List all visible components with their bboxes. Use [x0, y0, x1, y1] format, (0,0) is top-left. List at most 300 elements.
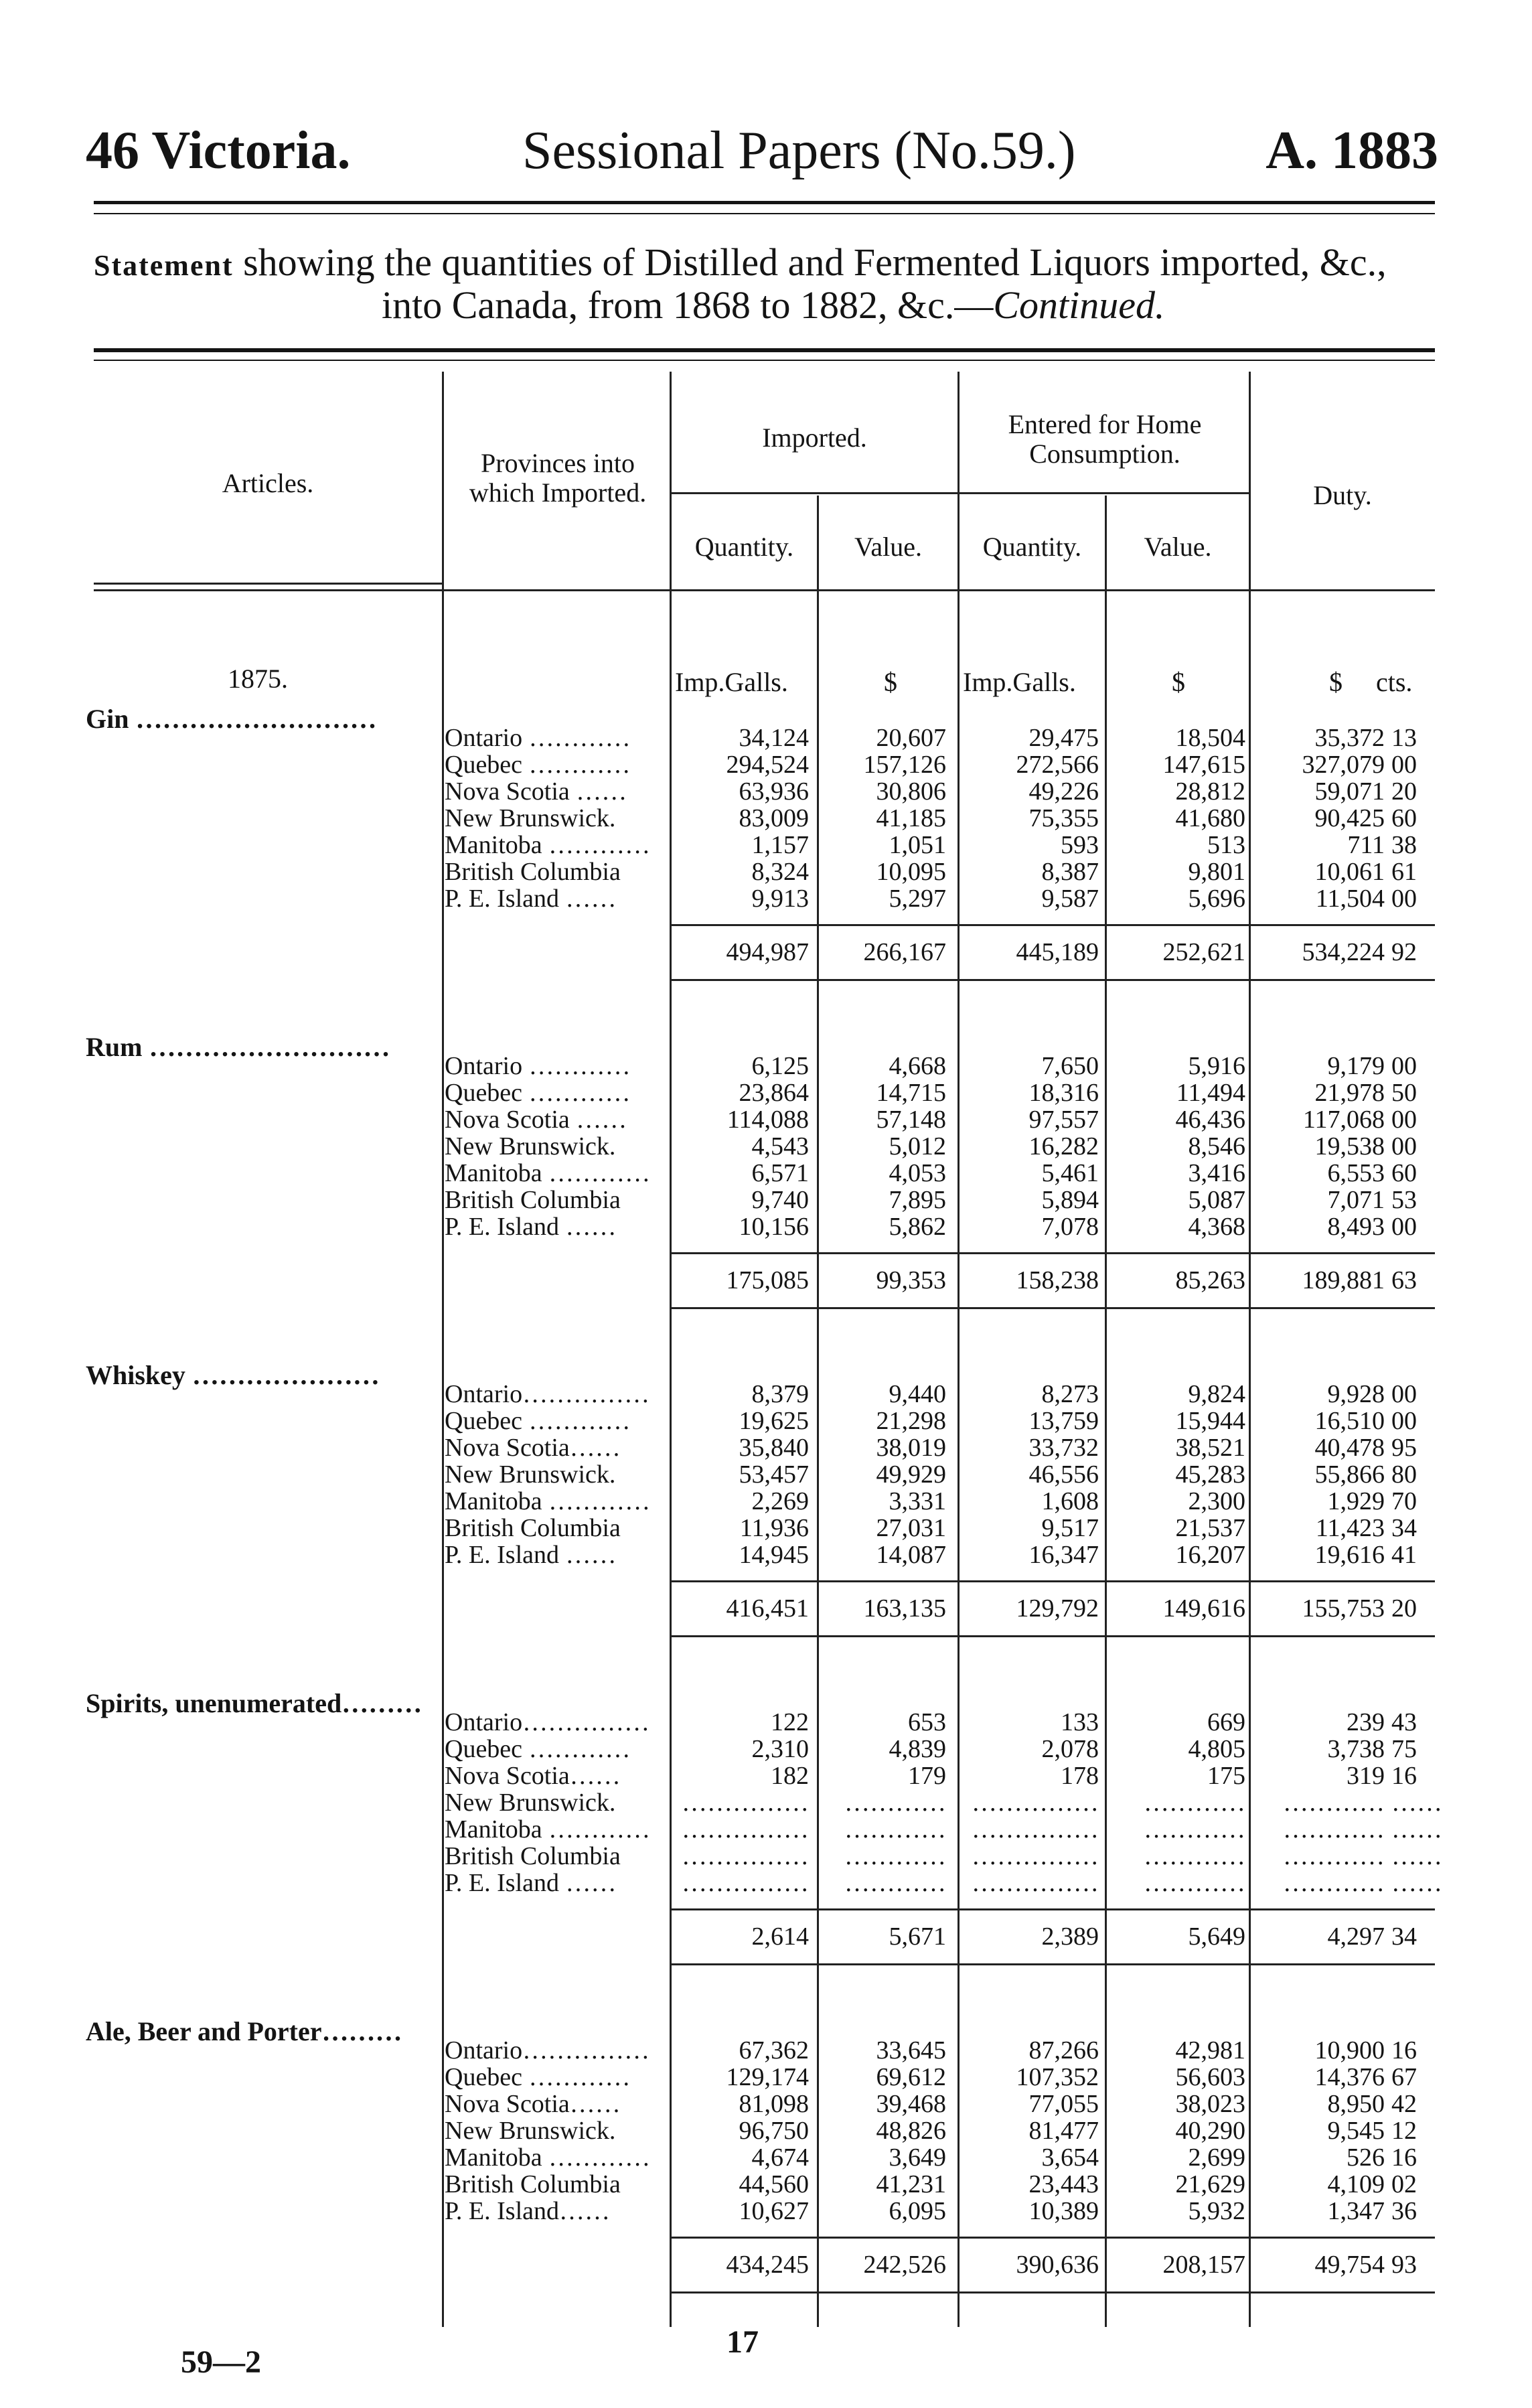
table-row: [0, 1051, 1532, 1078]
cell-vi: 21,298: [876, 1407, 946, 1435]
cell-ve: 46,436: [1175, 1106, 1245, 1134]
cell-vi: 49,929: [876, 1460, 946, 1489]
cell-dd: 9,928: [1327, 1380, 1385, 1408]
cell-qi: 19,625: [739, 1407, 809, 1435]
cell-dc: 80: [1391, 1460, 1417, 1489]
province-cell: Manitoba …………: [445, 1159, 651, 1187]
cell-qi: 63,936: [739, 777, 809, 806]
cell-vi: 69,612: [876, 2063, 946, 2091]
cell-qe: 7,650: [1041, 1052, 1099, 1080]
cell-vi: 10,095: [876, 858, 946, 886]
header-rule-thick: [94, 201, 1435, 204]
cell-qe: 18,316: [1028, 1079, 1099, 1107]
total-vi: 242,526: [863, 2251, 946, 2279]
cell-ve: …………: [1144, 1842, 1245, 1870]
cell-dc: 00: [1391, 1407, 1417, 1435]
province-cell: Nova Scotia……: [445, 1434, 621, 1462]
cell-ve: 38,521: [1175, 1434, 1245, 1462]
cell-qi: 23,864: [739, 1079, 809, 1107]
cell-ve: 2,699: [1188, 2143, 1245, 2172]
subhead-line-entered: [958, 492, 1249, 494]
cell-qi: ……………: [682, 1815, 809, 1843]
cell-vi: 3,649: [889, 2143, 946, 2172]
cell-qi: 83,009: [739, 804, 809, 832]
cell-dc: 53: [1391, 1186, 1417, 1214]
cell-qe: 33,732: [1028, 1434, 1099, 1462]
province-cell: P. E. Island……: [445, 2197, 610, 2225]
cell-ve: 56,603: [1175, 2063, 1245, 2091]
cell-dc: 50: [1391, 1079, 1417, 1107]
cell-ve: 4,368: [1188, 1213, 1245, 1241]
province-cell: Manitoba …………: [445, 1815, 651, 1843]
cell-dd: 3,738: [1327, 1735, 1385, 1763]
cell-dc: 12: [1391, 2117, 1417, 2145]
cell-qe: 107,352: [1016, 2063, 1099, 2091]
total-ve: 5,649: [1188, 1923, 1245, 1951]
total-dc: 20: [1391, 1594, 1417, 1623]
cell-dc: 00: [1391, 1052, 1417, 1080]
cell-qe: 593: [1061, 831, 1099, 859]
cell-dd: 14,376: [1314, 2063, 1385, 2091]
cell-ve: 9,824: [1188, 1380, 1245, 1408]
article-label: Rum ………………………: [86, 1032, 390, 1062]
cell-vi: …………: [844, 1842, 946, 1870]
article-label: Spirits, unenumerated………: [86, 1688, 423, 1718]
table-row: [0, 1788, 1532, 1815]
total-qe: 158,238: [1016, 1266, 1099, 1294]
cell-qe: 1,608: [1041, 1487, 1099, 1515]
province-cell: Manitoba …………: [445, 2143, 651, 2172]
cell-qe: 75,355: [1028, 804, 1099, 832]
cell-dd: 4,109: [1327, 2170, 1385, 2198]
total-rule-top: [670, 1252, 1435, 1254]
province-cell: P. E. Island ……: [445, 1541, 617, 1569]
cell-qi: 10,627: [739, 2197, 809, 2225]
cell-vi: 653: [908, 1708, 946, 1736]
total-rule-bottom: [670, 2291, 1435, 2293]
table-row: [0, 777, 1532, 804]
cell-dd: 35,372: [1314, 724, 1385, 752]
cell-ve: 11,494: [1176, 1079, 1245, 1107]
cell-qe: 16,347: [1028, 1541, 1099, 1569]
cell-qi: 114,088: [726, 1106, 809, 1134]
province-cell: New Brunswick.: [445, 804, 616, 832]
province-cell: British Columbia: [445, 1514, 621, 1542]
cell-dd: 8,950: [1327, 2090, 1385, 2118]
cell-qi: 67,362: [739, 2036, 809, 2064]
col-value: Value.: [854, 532, 923, 562]
total-qe: 445,189: [1016, 938, 1099, 966]
cell-qi: 122: [771, 1708, 809, 1736]
statement-line-2: into Canada, from 1868 to 1882, &c.—: [382, 283, 994, 327]
head-bottom-line: [94, 589, 1435, 591]
cell-vi: 41,231: [876, 2170, 946, 2198]
province-cell: Ontario……………: [445, 1708, 650, 1736]
cell-dc: 02: [1391, 2170, 1417, 2198]
cell-dd: 6,553: [1327, 1159, 1385, 1187]
table-row: [0, 1734, 1532, 1761]
cell-dd: 40,478: [1314, 1434, 1385, 1462]
total-dd: 49,754: [1314, 2251, 1385, 2279]
total-rule-top: [670, 2237, 1435, 2239]
cell-qi: 1,157: [751, 831, 809, 859]
table-row: [0, 857, 1532, 884]
cell-ve: 9,801: [1188, 858, 1245, 886]
province-cell: Nova Scotia ……: [445, 777, 627, 806]
cell-dc: 67: [1391, 2063, 1417, 2091]
cell-vi: 179: [908, 1762, 946, 1790]
col-value-2: Value.: [1144, 532, 1212, 562]
cell-vi: 14,715: [876, 1079, 946, 1107]
cell-dd: 711: [1347, 831, 1385, 859]
cell-qe: 16,282: [1028, 1132, 1099, 1160]
cell-dc: 38: [1391, 831, 1417, 859]
cell-dd: 117,068: [1302, 1106, 1385, 1134]
table-row: [0, 1841, 1532, 1868]
cell-qi: 4,674: [751, 2143, 809, 2172]
statement-lead: Statement: [94, 249, 234, 282]
province-cell: Ontario …………: [445, 724, 631, 752]
col-entered: Entered for Home Consumption.: [1008, 409, 1202, 469]
cell-ve: 21,537: [1175, 1514, 1245, 1542]
total-qe: 390,636: [1016, 2251, 1099, 2279]
cell-qi: 182: [771, 1762, 809, 1790]
cell-dc: 16: [1391, 2143, 1417, 2172]
cell-ve: 513: [1207, 831, 1245, 859]
cell-vi: …………: [844, 1815, 946, 1843]
header-title: Sessional Papers (No.59.): [522, 121, 1076, 180]
cell-vi: 1,051: [889, 831, 946, 859]
cell-qi: 294,524: [726, 751, 809, 779]
statement-line-1: showing the quantities of Distilled and Fermented Liquors imported, &c.,: [243, 240, 1387, 284]
cell-dc: 70: [1391, 1487, 1417, 1515]
cell-dd: 9,545: [1327, 2117, 1385, 2145]
province-cell: British Columbia: [445, 1842, 621, 1870]
total-row: [0, 1922, 1532, 1949]
cell-qi: 35,840: [739, 1434, 809, 1462]
cell-qi: 6,125: [751, 1052, 809, 1080]
cell-qi: ……………: [682, 1869, 809, 1897]
cell-dc: 00: [1391, 1380, 1417, 1408]
cell-ve: 2,300: [1188, 1487, 1245, 1515]
table-row: [0, 2062, 1532, 2089]
cell-qe: 9,587: [1041, 885, 1099, 913]
province-cell: British Columbia: [445, 1186, 621, 1214]
cell-dc: 13: [1391, 724, 1417, 752]
cell-qe: 8,387: [1041, 858, 1099, 886]
cell-ve: …………: [1144, 1869, 1245, 1897]
cell-qe: 5,894: [1041, 1186, 1099, 1214]
cell-qi: 2,310: [751, 1735, 809, 1763]
cell-vi: 57,148: [876, 1106, 946, 1134]
col-quantity: Quantity.: [694, 532, 794, 562]
cell-qe: 9,517: [1041, 1514, 1099, 1542]
table-row: [0, 1868, 1532, 1895]
total-rule-top: [670, 924, 1435, 926]
cell-qe: 3,654: [1041, 2143, 1099, 2172]
col-line-imported: [670, 372, 672, 2327]
province-cell: Nova Scotia……: [445, 1762, 621, 1790]
table-row: [0, 1379, 1532, 1406]
cell-dd: …………: [1283, 1869, 1385, 1897]
total-qi: 2,614: [751, 1923, 809, 1951]
cell-vi: 39,468: [876, 2090, 946, 2118]
cell-dc: 16: [1391, 2036, 1417, 2064]
cell-dc: ……: [1391, 1789, 1442, 1817]
cell-ve: 40,290: [1175, 2117, 1245, 2145]
cell-qi: 4,543: [751, 1132, 809, 1160]
table-row: [0, 1460, 1532, 1487]
total-dd: 155,753: [1302, 1594, 1385, 1623]
header-year: A. 1883: [1266, 121, 1438, 180]
cell-ve: 3,416: [1188, 1159, 1245, 1187]
cell-qe: 5,461: [1041, 1159, 1099, 1187]
cell-dc: 75: [1391, 1735, 1417, 1763]
cell-dd: 327,079: [1302, 751, 1385, 779]
table-row: [0, 1105, 1532, 1132]
cell-vi: 9,440: [889, 1380, 946, 1408]
province-cell: Manitoba …………: [445, 1487, 651, 1515]
cell-dd: 19,616: [1314, 1541, 1385, 1569]
cell-dc: 60: [1391, 804, 1417, 832]
cell-ve: …………: [1144, 1789, 1245, 1817]
cell-qe: 23,443: [1028, 2170, 1099, 2198]
table-row: [0, 2116, 1532, 2143]
cell-dd: 10,061: [1314, 858, 1385, 886]
cell-vi: 4,668: [889, 1052, 946, 1080]
total-rule-bottom: [670, 979, 1435, 981]
province-cell: New Brunswick.: [445, 1789, 616, 1817]
cell-dd: 55,866: [1314, 1460, 1385, 1489]
cell-qe: 178: [1061, 1762, 1099, 1790]
cell-dc: 16: [1391, 1762, 1417, 1790]
cell-qe: ……………: [972, 1869, 1099, 1897]
col-articles: Articles.: [222, 468, 314, 498]
cell-vi: 33,645: [876, 2036, 946, 2064]
table-row: [0, 1158, 1532, 1185]
cell-qe: 133: [1061, 1708, 1099, 1736]
cell-vi: …………: [844, 1869, 946, 1897]
province-cell: Quebec …………: [445, 1079, 631, 1107]
table-row: [0, 1708, 1532, 1734]
cell-dd: 7,071: [1327, 1186, 1385, 1214]
cell-ve: 147,615: [1162, 751, 1245, 779]
cell-qe: 29,475: [1028, 724, 1099, 752]
footer-document-number: 59—2: [181, 2344, 261, 2380]
cell-qe: 49,226: [1028, 777, 1099, 806]
cell-qi: ……………: [682, 1789, 809, 1817]
total-rule-top: [670, 1908, 1435, 1910]
cell-vi: 30,806: [876, 777, 946, 806]
table-row: [0, 1212, 1532, 1239]
table-row: [0, 723, 1532, 750]
total-row: [0, 937, 1532, 964]
title-rule-thin: [94, 360, 1435, 361]
cell-dc: ……: [1391, 1842, 1442, 1870]
cell-vi: 6,095: [889, 2197, 946, 2225]
province-cell: Nova Scotia ……: [445, 1106, 627, 1134]
article-label: Gin ………………………: [86, 704, 377, 734]
table-row: [0, 1487, 1532, 1513]
cell-dd: …………: [1283, 1842, 1385, 1870]
cell-ve: 18,504: [1175, 724, 1245, 752]
article-label: Whiskey …………………: [86, 1360, 380, 1390]
cell-qe: 10,389: [1028, 2197, 1099, 2225]
total-ve: 85,263: [1175, 1266, 1245, 1294]
cell-qi: 8,324: [751, 858, 809, 886]
cell-qe: 7,078: [1041, 1213, 1099, 1241]
cell-ve: 38,023: [1175, 2090, 1245, 2118]
province-cell: Manitoba …………: [445, 831, 651, 859]
total-dc: 34: [1391, 1923, 1417, 1951]
province-cell: P. E. Island ……: [445, 1869, 617, 1897]
province-cell: Ontario …………: [445, 1052, 631, 1080]
table-row: [0, 830, 1532, 857]
cell-dd: 90,425: [1314, 804, 1385, 832]
cell-qi: 34,124: [739, 724, 809, 752]
table-row: [0, 1078, 1532, 1105]
unit-qty-entered: Imp.Galls.: [963, 667, 1076, 697]
col-line-entered: [958, 372, 960, 2327]
total-rule-bottom: [670, 1963, 1435, 1965]
total-qe: 2,389: [1041, 1923, 1099, 1951]
cell-qi: 14,945: [739, 1541, 809, 1569]
cell-dc: 20: [1391, 777, 1417, 806]
cell-dc: 00: [1391, 1213, 1417, 1241]
statement-continued: Continued.: [993, 283, 1165, 327]
cell-qe: ……………: [972, 1842, 1099, 1870]
cell-qe: 97,557: [1028, 1106, 1099, 1134]
total-qe: 129,792: [1016, 1594, 1099, 1623]
cell-qe: 46,556: [1028, 1460, 1099, 1489]
cell-qi: 10,156: [739, 1213, 809, 1241]
header-session: 46 Victoria.: [86, 121, 351, 180]
cell-qi: 81,098: [739, 2090, 809, 2118]
statement-title: [94, 241, 1433, 327]
cell-dd: 1,929: [1327, 1487, 1385, 1515]
cell-dc: 00: [1391, 1132, 1417, 1160]
col-quantity-2: Quantity.: [982, 532, 1082, 562]
total-qi: 494,987: [726, 938, 809, 966]
cell-vi: 38,019: [876, 1434, 946, 1462]
table-row: [0, 2089, 1532, 2116]
total-qi: 434,245: [726, 2251, 809, 2279]
cell-qe: 77,055: [1028, 2090, 1099, 2118]
unit-qty-imported: Imp.Galls.: [675, 667, 788, 697]
cell-dd: 10,900: [1314, 2036, 1385, 2064]
cell-qi: 96,750: [739, 2117, 809, 2145]
cell-ve: 41,680: [1175, 804, 1245, 832]
table-row: [0, 1815, 1532, 1841]
province-cell: Quebec …………: [445, 751, 631, 779]
cell-qe: 2,078: [1041, 1735, 1099, 1763]
year-label: 1875.: [228, 664, 288, 694]
cell-dd: 239: [1347, 1708, 1385, 1736]
cell-ve: 175: [1207, 1762, 1245, 1790]
cell-ve: 4,805: [1188, 1735, 1245, 1763]
table-row: [0, 804, 1532, 830]
cell-ve: 16,207: [1175, 1541, 1245, 1569]
total-ve: 208,157: [1162, 2251, 1245, 2279]
total-rule-bottom: [670, 1635, 1435, 1637]
cell-dd: 319: [1347, 1762, 1385, 1790]
unit-duty-dollars: $: [1329, 667, 1343, 697]
cell-ve: 8,546: [1188, 1132, 1245, 1160]
total-vi: 99,353: [876, 1266, 946, 1294]
province-cell: New Brunswick.: [445, 1460, 616, 1489]
title-rule-thick: [94, 348, 1435, 352]
cell-dc: 36: [1391, 2197, 1417, 2225]
cell-qi: 129,174: [726, 2063, 809, 2091]
province-cell: Ontario……………: [445, 2036, 650, 2064]
table-row: [0, 2143, 1532, 2170]
cell-qi: 11,936: [739, 1514, 809, 1542]
cell-qi: ……………: [682, 1842, 809, 1870]
cell-qe: 87,266: [1028, 2036, 1099, 2064]
cell-ve: 5,916: [1188, 1052, 1245, 1080]
cell-dc: 95: [1391, 1434, 1417, 1462]
cell-dd: 21,978: [1314, 1079, 1385, 1107]
cell-dc: 00: [1391, 751, 1417, 779]
total-row: [0, 1594, 1532, 1621]
cell-dd: 8,493: [1327, 1213, 1385, 1241]
article-label: Ale, Beer and Porter………: [86, 2016, 402, 2046]
total-vi: 163,135: [863, 1594, 946, 1623]
table-row: [0, 1513, 1532, 1540]
col-line-provinces: [442, 372, 444, 2327]
table-row: [0, 1132, 1532, 1158]
table-row: [0, 2170, 1532, 2196]
province-cell: Quebec …………: [445, 2063, 631, 2091]
total-dd: 534,224: [1302, 938, 1385, 966]
cell-qe: ……………: [972, 1789, 1099, 1817]
table-row: [0, 750, 1532, 777]
subhead-line-imported: [670, 492, 958, 494]
table-row: [0, 1406, 1532, 1433]
cell-dc: 42: [1391, 2090, 1417, 2118]
total-rule-bottom: [670, 1307, 1435, 1309]
col-provinces: Provinces into which Imported.: [469, 448, 647, 508]
cell-ve: 5,932: [1188, 2197, 1245, 2225]
cell-dd: …………: [1283, 1789, 1385, 1817]
table-row: [0, 2036, 1532, 2062]
cell-dc: 34: [1391, 1514, 1417, 1542]
total-row: [0, 1266, 1532, 1292]
cell-dd: 526: [1347, 2143, 1385, 2172]
col-imported: Imported.: [762, 423, 867, 453]
cell-qi: 9,913: [751, 885, 809, 913]
province-cell: P. E. Island ……: [445, 1213, 617, 1241]
cell-vi: 14,087: [876, 1541, 946, 1569]
table-row: [0, 1540, 1532, 1567]
cell-dc: ……: [1391, 1815, 1442, 1843]
cell-vi: 4,839: [889, 1735, 946, 1763]
total-ve: 252,621: [1162, 938, 1245, 966]
cell-dd: 11,423: [1315, 1514, 1385, 1542]
cell-qi: 9,740: [751, 1186, 809, 1214]
total-qi: 175,085: [726, 1266, 809, 1294]
unit-val-imported: $: [884, 667, 897, 697]
cell-dc: 61: [1391, 858, 1417, 886]
province-cell: Quebec …………: [445, 1735, 631, 1763]
cell-vi: …………: [844, 1789, 946, 1817]
col-line-duty: [1249, 372, 1251, 2327]
cell-qe: 272,566: [1016, 751, 1099, 779]
cell-qe: ……………: [972, 1815, 1099, 1843]
cell-dd: 59,071: [1314, 777, 1385, 806]
cell-ve: 21,629: [1175, 2170, 1245, 2198]
cell-qi: 8,379: [751, 1380, 809, 1408]
